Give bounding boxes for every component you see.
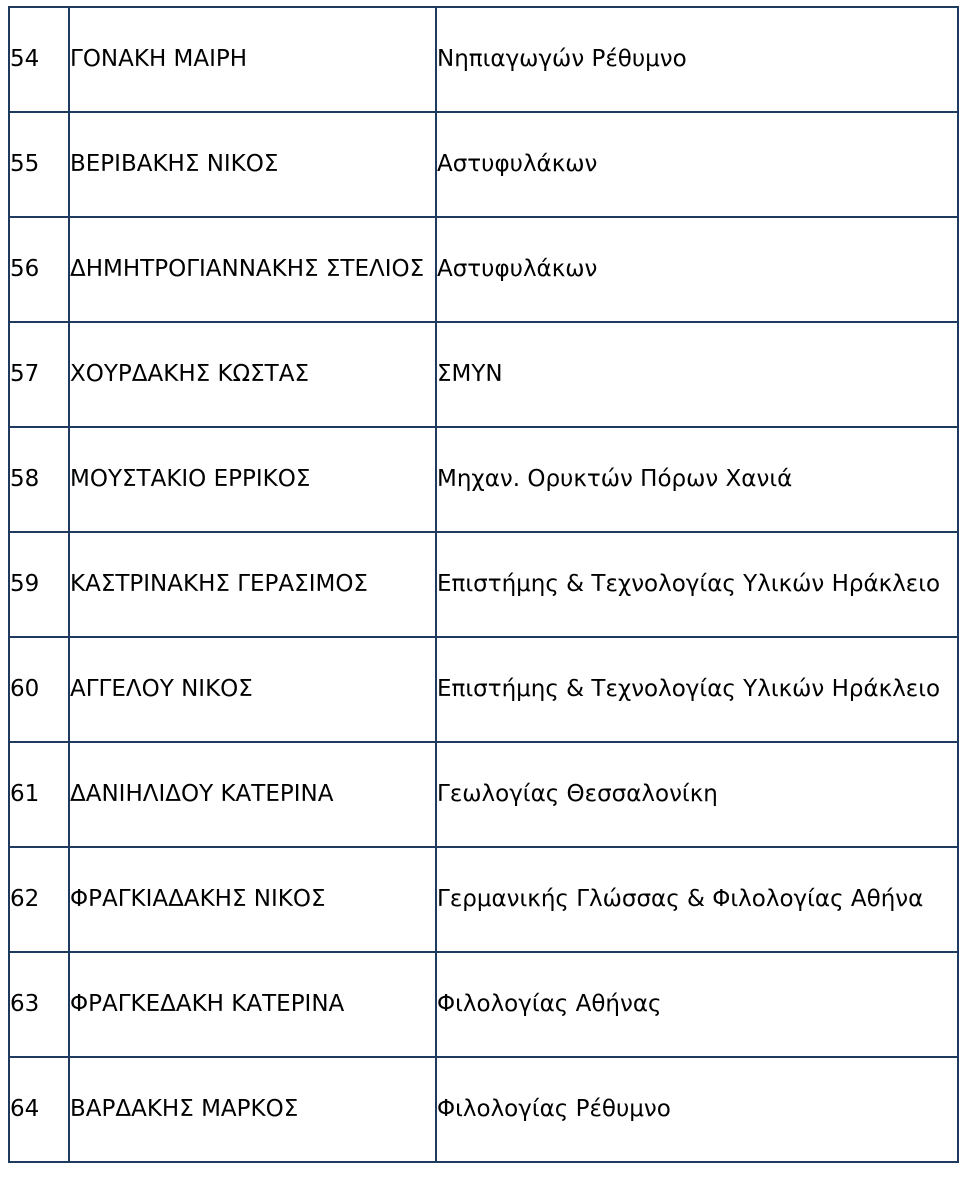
row-number: 64 — [9, 1057, 69, 1162]
department: Φιλολογίας Αθήνας — [436, 952, 958, 1057]
student-name: ΔΗΜΗΤΡΟΓΙΑΝΝΑΚΗΣ ΣΤΕΛΙΟΣ — [69, 217, 436, 322]
row-number: 55 — [9, 112, 69, 217]
department: Νηπιαγωγών Ρέθυμνο — [436, 7, 958, 112]
department: Αστυφυλάκων — [436, 112, 958, 217]
row-number: 56 — [9, 217, 69, 322]
student-name: ΜΟΥΣΤΑΚΙΟ ΕΡΡΙΚΟΣ — [69, 427, 436, 532]
department: Επιστήμης & Τεχνολογίας Υλικών Ηράκλειο — [436, 637, 958, 742]
row-number: 63 — [9, 952, 69, 1057]
student-name: ΓΟΝΑΚΗ ΜΑΙΡΗ — [69, 7, 436, 112]
department: Φιλολογίας Ρέθυμνο — [436, 1057, 958, 1162]
table-row — [9, 322, 958, 427]
row-number: 58 — [9, 427, 69, 532]
student-name: ΔΑΝΙΗΛΙΔΟΥ ΚΑΤΕΡΙΝΑ — [69, 742, 436, 847]
department: Αστυφυλάκων — [436, 217, 958, 322]
table-row — [9, 427, 958, 532]
student-name: ΒΕΡΙΒΑΚΗΣ ΝΙΚΟΣ — [69, 112, 436, 217]
table-row — [9, 217, 958, 322]
table-row — [9, 7, 958, 112]
table-row — [9, 952, 958, 1057]
table-row — [9, 637, 958, 742]
department: Μηχαν. Ορυκτών Πόρων Χανιά — [436, 427, 958, 532]
table-row — [9, 112, 958, 217]
row-number: 62 — [9, 847, 69, 952]
department: ΣΜΥΝ — [436, 322, 958, 427]
table-row — [9, 1057, 958, 1162]
row-number: 61 — [9, 742, 69, 847]
row-number: 59 — [9, 532, 69, 637]
table-row — [9, 847, 958, 952]
row-number: 57 — [9, 322, 69, 427]
student-name: ΧΟΥΡΔΑΚΗΣ ΚΩΣΤΑΣ — [69, 322, 436, 427]
student-name: ΦΡΑΓΚΕΔΑΚΗ ΚΑΤΕΡΙΝΑ — [69, 952, 436, 1057]
department: Γερμανικής Γλώσσας & Φιλολογίας Αθήνα — [436, 847, 958, 952]
row-number: 54 — [9, 7, 69, 112]
student-name: ΚΑΣΤΡΙΝΑΚΗΣ ΓΕΡΑΣΙΜΟΣ — [69, 532, 436, 637]
department: Γεωλογίας Θεσσαλονίκη — [436, 742, 958, 847]
results-table — [8, 6, 959, 1163]
student-name: ΦΡΑΓΚΙΑΔΑΚΗΣ ΝΙΚΟΣ — [69, 847, 436, 952]
table-row — [9, 532, 958, 637]
student-name: ΑΓΓΕΛΟΥ ΝΙΚΟΣ — [69, 637, 436, 742]
row-number: 60 — [9, 637, 69, 742]
student-name: ΒΑΡΔΑΚΗΣ ΜΑΡΚΟΣ — [69, 1057, 436, 1162]
department: Επιστήμης & Τεχνολογίας Υλικών Ηράκλειο — [436, 532, 958, 637]
table-row — [9, 742, 958, 847]
